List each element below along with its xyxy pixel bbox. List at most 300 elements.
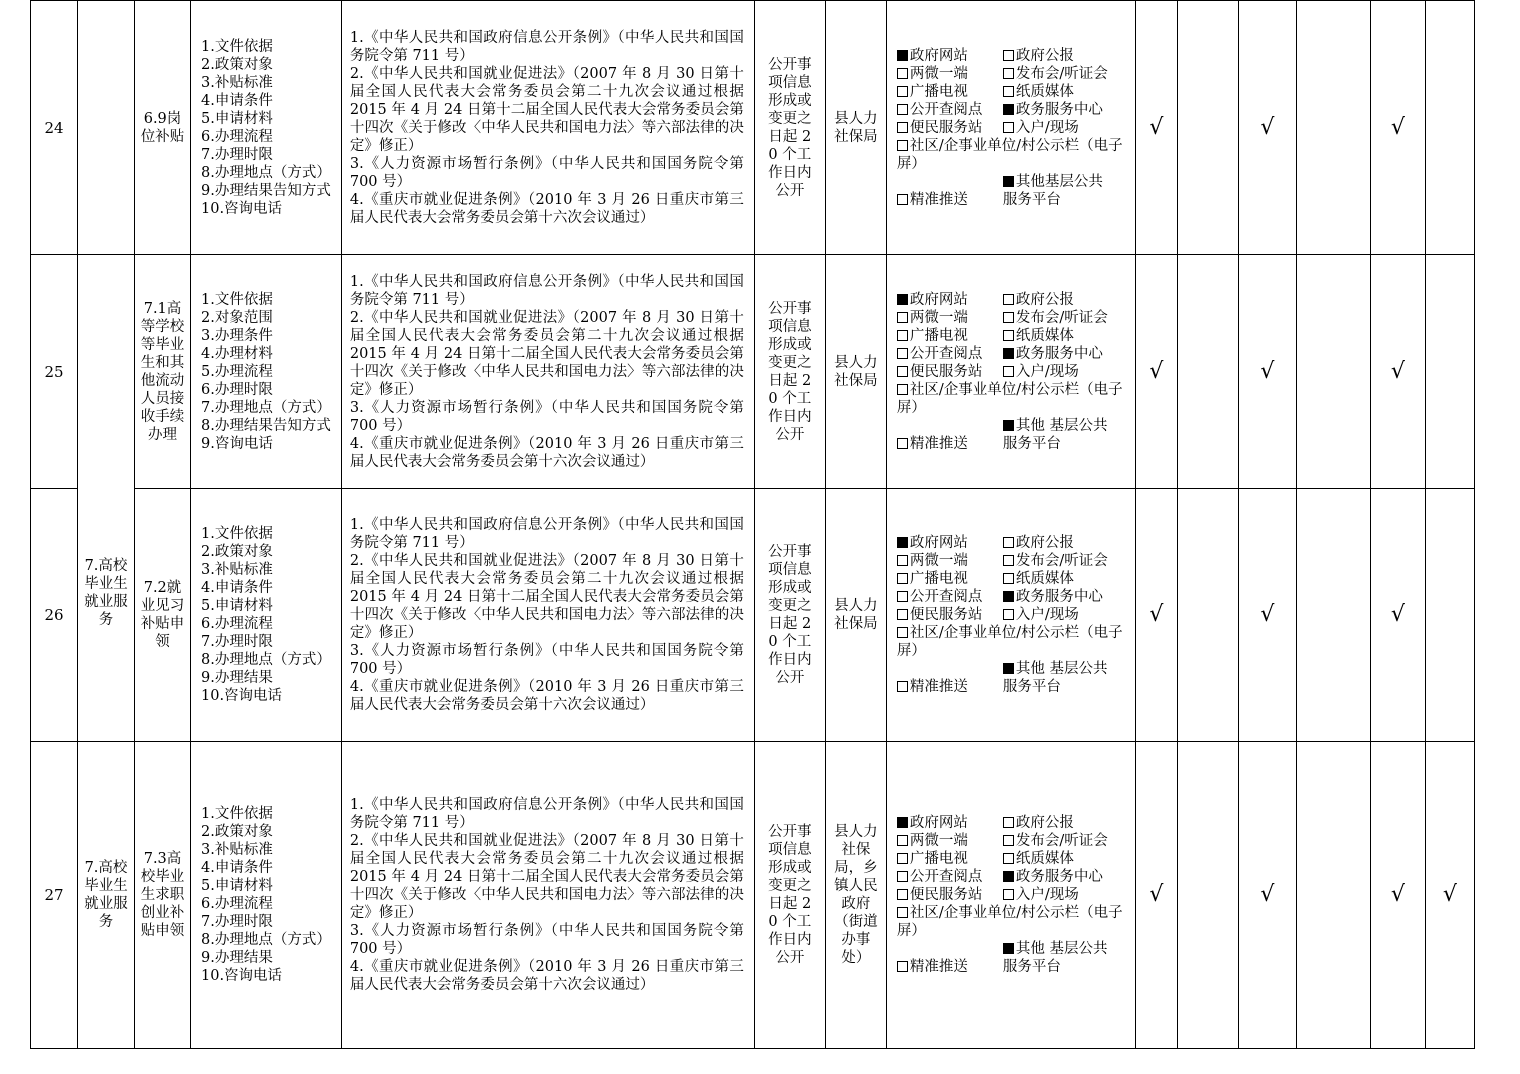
channel-option: [1003, 606, 1109, 624]
check-mark-cell: [1296, 489, 1370, 742]
disclosure-content-cell: [191, 489, 342, 742]
content-item: 7.办理时限: [201, 634, 273, 650]
disclosure-timing: 公开事项信息形成或变更之日起 20 个工作日内公开: [768, 300, 812, 443]
unchecked-box-icon: [1003, 330, 1014, 341]
channel-row: [897, 832, 1127, 850]
unchecked-box-icon: [897, 591, 908, 602]
channel-option: [897, 534, 1003, 552]
unchecked-box-icon: [1003, 573, 1014, 584]
channel-label: 社区/企事业单位/村公示栏（电子屏）: [896, 905, 1123, 939]
main-category-cell: [78, 255, 135, 742]
sub-item-label: 7.3高校毕业生求职创业补贴申领: [140, 851, 185, 939]
unchecked-box-icon: [897, 609, 908, 620]
unchecked-box-icon: [1003, 853, 1014, 864]
unchecked-box-icon: [897, 366, 908, 377]
legal-basis-item: 4.《重庆市就业促进条例》（2010 年 3 月 26 日重庆市第三届人民代表大会常务委员会第十六次会议通过）: [349, 679, 744, 713]
channel-option: [897, 588, 1003, 606]
channel-label: 两微一端: [909, 65, 968, 82]
disclosure-subject-cell: [825, 1, 886, 255]
content-item: 10.咨询电话: [201, 200, 283, 217]
channel-row: [897, 83, 1127, 101]
legal-basis-item: 3.《人力资源市场暂行条例》（中华人民共和国国务院令第 700 号）: [349, 643, 744, 677]
unchecked-box-icon: [1003, 86, 1014, 97]
legal-basis-item: 2.《中华人民共和国就业促进法》（2007 年 8 月 30 日第十届全国人民代表大会常务委员会第二十九次会议通过根据 2015 年 4 月 24 日第十二届全国人民代表大会常务委员会第十四次《关于修改〈中华人民共和国电力法〉等六部法律的决定》修正）: [349, 65, 744, 154]
channel-option: [897, 65, 1003, 83]
unchecked-box-icon: [897, 348, 908, 359]
disclosure-channels-cell: [886, 1, 1135, 255]
channel-label: 政府网站: [909, 47, 968, 64]
unchecked-box-icon: [897, 681, 908, 692]
content-item: 7.办理地点（方式）: [201, 399, 331, 416]
channel-label: 公开查阅点: [909, 345, 983, 362]
unchecked-box-icon: [897, 194, 908, 205]
channel-row: [897, 570, 1127, 588]
channel-row: [897, 868, 1127, 886]
channel-row: [897, 606, 1127, 624]
check-mark-cell: √: [1370, 742, 1425, 1049]
channel-option: [1003, 814, 1109, 832]
channel-row: [897, 850, 1127, 868]
main-category-cell: [78, 742, 135, 1049]
unchecked-box-icon: [1003, 835, 1014, 846]
content-item: 4.申请条件: [201, 580, 273, 596]
channel-row: [897, 345, 1127, 363]
channel-label: 入户/现场: [1015, 119, 1079, 136]
legal-basis-cell: [341, 1, 754, 255]
channel-option: [1003, 552, 1109, 570]
content-item: 3.补贴标准: [201, 842, 273, 858]
channel-label: 公开查阅点: [909, 101, 983, 118]
channel-label: 政府公报: [1015, 535, 1074, 551]
sub-item-label: 6.9岗位补贴: [140, 110, 185, 145]
channel-option: [897, 119, 1003, 137]
content-item: 8.办理地点（方式）: [201, 652, 331, 668]
check-mark-cell: √: [1370, 1, 1425, 255]
table-row: [31, 255, 1475, 489]
channel-row: [897, 101, 1127, 119]
unchecked-box-icon: [897, 86, 908, 97]
check-mark-cell: [1425, 1, 1474, 255]
disclosure-channels-cell: [886, 742, 1135, 1049]
legal-basis-item: 2.《中华人民共和国就业促进法》（2007 年 8 月 30 日第十届全国人民代表大会常务委员会第二十九次会议通过根据 2015 年 4 月 24 日第十二届全国人民代表大会常务委员会第十四次《关于修改〈中华人民共和国电力法〉等六部法律的决定》修正）: [349, 833, 744, 921]
channel-label: 其他 基层公共服务平台: [1002, 417, 1108, 452]
channel-label: 广播电视: [909, 851, 968, 867]
sub-item-cell: [135, 255, 191, 489]
channel-label: 政府网站: [909, 291, 968, 308]
check-mark-cell: √: [1238, 255, 1296, 489]
unchecked-box-icon: [897, 907, 908, 918]
content-item: 4.申请条件: [201, 860, 273, 876]
channel-option: [897, 138, 1123, 172]
disclosure-content-cell: [191, 1, 342, 255]
legal-basis-item: 1.《中华人民共和国政府信息公开条例》（中华人民共和国国务院令第 711 号）: [349, 517, 744, 551]
unchecked-box-icon: [897, 961, 908, 972]
channel-label: 便民服务站: [909, 607, 983, 623]
channel-option: [1003, 101, 1109, 119]
disclosure-subject: 县人力社保局，乡镇人民政府（街道办事处）: [834, 824, 878, 966]
channel-option: [1003, 83, 1109, 101]
check-mark-cell: [1425, 489, 1474, 742]
unchecked-box-icon: [1003, 537, 1014, 548]
channel-option: [897, 291, 1003, 309]
channel-option: [897, 382, 1123, 416]
content-item: 6.办理时限: [201, 381, 273, 398]
content-item: 1.文件依据: [201, 806, 273, 822]
unchecked-box-icon: [1003, 555, 1014, 566]
checked-box-icon: [1003, 420, 1014, 431]
channel-label: 纸质媒体: [1015, 83, 1074, 100]
unchecked-box-icon: [897, 555, 908, 566]
channel-option: [1003, 570, 1109, 588]
channel-option: [897, 309, 1003, 327]
check-mark-cell: √: [1370, 255, 1425, 489]
legal-basis-item: 1.《中华人民共和国政府信息公开条例》（中华人民共和国国务院令第 711 号）: [349, 29, 744, 64]
channel-label: 精准推送: [909, 959, 968, 975]
channel-label: 政务服务中心: [1015, 345, 1103, 362]
checked-box-icon: [1003, 591, 1014, 602]
channel-row: [897, 173, 1127, 209]
sub-item-label: 7.2就业见习补贴申领: [140, 580, 185, 650]
check-mark-cell: √: [1425, 742, 1474, 1049]
channel-option: [897, 868, 1003, 886]
unchecked-box-icon: [897, 312, 908, 323]
channel-label: 两微一端: [909, 553, 968, 569]
channel-option: [897, 850, 1003, 868]
channel-option: [1003, 832, 1109, 850]
content-item: 9.咨询电话: [201, 435, 273, 452]
channel-label: 便民服务站: [909, 363, 983, 380]
channel-option: [897, 83, 1003, 101]
channel-label: 其他 基层公共服务平台: [1002, 661, 1108, 695]
channel-row: [897, 381, 1127, 417]
legal-basis-item: 1.《中华人民共和国政府信息公开条例》（中华人民共和国国务院令第 711 号）: [349, 273, 744, 308]
table-row: [31, 489, 1475, 742]
checked-box-icon: [1003, 871, 1014, 882]
channel-row: [897, 660, 1127, 696]
check-mark-cell: [1425, 255, 1474, 489]
channel-row: [897, 814, 1127, 832]
disclosure-timing: 公开事项信息形成或变更之日起 20 个工作日内公开: [768, 56, 812, 199]
channel-option: [1003, 588, 1109, 606]
legal-basis-item: 2.《中华人民共和国就业促进法》（2007 年 8 月 30 日第十届全国人民代表大会常务委员会第二十九次会议通过根据 2015 年 4 月 24 日第十二届全国人民代表大会常务委员会第十四次《关于修改〈中华人民共和国电力法〉等六部法律的决定》修正）: [349, 309, 744, 398]
channel-option: [1003, 940, 1109, 976]
unchecked-box-icon: [897, 122, 908, 133]
channel-option: [897, 327, 1003, 345]
row-number: 24: [31, 1, 78, 255]
disclosure-subject-cell: [825, 255, 886, 489]
channel-label: 发布会/听证会: [1015, 833, 1108, 849]
content-item: 5.申请材料: [201, 598, 273, 614]
check-mark-cell: √: [1135, 1, 1177, 255]
disclosure-timing-cell: [754, 255, 825, 489]
channel-row: [897, 137, 1127, 173]
channel-label: 政府公报: [1015, 815, 1074, 831]
channel-option: [897, 101, 1003, 119]
content-item: 7.办理时限: [201, 914, 273, 930]
sub-item-cell: [135, 742, 191, 1049]
check-mark-cell: √: [1370, 489, 1425, 742]
unchecked-box-icon: [897, 104, 908, 115]
channel-label: 纸质媒体: [1015, 851, 1074, 867]
content-item: 5.办理流程: [201, 363, 273, 380]
channel-option: [1003, 327, 1109, 345]
content-item: 6.办理流程: [201, 128, 273, 145]
channel-option: [1003, 417, 1109, 453]
checked-box-icon: [897, 817, 908, 828]
legal-basis-cell: [341, 255, 754, 489]
channel-row: [897, 417, 1127, 453]
channel-label: 入户/现场: [1015, 363, 1079, 380]
unchecked-box-icon: [897, 438, 908, 449]
channel-row: [897, 534, 1127, 552]
content-item: 9.办理结果: [201, 670, 273, 686]
unchecked-box-icon: [1003, 122, 1014, 133]
disclosure-subject-cell: [825, 489, 886, 742]
sub-item-cell: [135, 489, 191, 742]
legal-basis-item: 3.《人力资源市场暂行条例》（中华人民共和国国务院令第 700 号）: [349, 399, 744, 434]
checked-box-icon: [897, 50, 908, 61]
channel-label: 政府网站: [909, 815, 968, 831]
legal-basis-item: 3.《人力资源市场暂行条例》（中华人民共和国国务院令第 700 号）: [349, 155, 744, 190]
content-item: 9.办理结果告知方式: [201, 182, 331, 199]
main-category-label: 7.高校毕业生就业服务: [84, 558, 128, 628]
channel-option: [897, 958, 1003, 976]
channel-option: [1003, 119, 1109, 137]
channel-label: 政务服务中心: [1015, 101, 1103, 118]
content-item: 4.申请条件: [201, 92, 273, 109]
disclosure-timing-cell: [754, 742, 825, 1049]
disclosure-content-cell: [191, 255, 342, 489]
unchecked-box-icon: [1003, 817, 1014, 828]
legal-basis-cell: [341, 742, 754, 1049]
channel-option: [897, 606, 1003, 624]
legal-basis-cell: [341, 489, 754, 742]
disclosure-subject: 县人力社保局: [834, 110, 878, 145]
row-number: 25: [31, 255, 78, 489]
disclosure-table: [30, 0, 1475, 1049]
content-item: 3.补贴标准: [201, 74, 273, 91]
content-item: 8.办理结果告知方式: [201, 417, 331, 434]
disclosure-channels-cell: [886, 255, 1135, 489]
unchecked-box-icon: [1003, 312, 1014, 323]
unchecked-box-icon: [897, 889, 908, 900]
disclosure-timing-cell: [754, 489, 825, 742]
channel-label: 发布会/听证会: [1015, 553, 1108, 569]
content-item: 2.政策对象: [201, 56, 273, 73]
check-mark-cell: [1177, 489, 1238, 742]
content-item: 5.申请材料: [201, 110, 273, 127]
disclosure-timing-cell: [754, 1, 825, 255]
channel-label: 入户/现场: [1015, 887, 1079, 903]
checked-box-icon: [1003, 176, 1014, 187]
channel-row: [897, 47, 1127, 65]
channel-option: [897, 435, 1003, 453]
channel-row: [897, 65, 1127, 83]
checked-box-icon: [897, 537, 908, 548]
legal-basis-item: 4.《重庆市就业促进条例》（2010 年 3 月 26 日重庆市第三届人民代表大会常务委员会第十六次会议通过）: [349, 959, 744, 993]
channel-label: 政府公报: [1015, 291, 1074, 308]
channel-option: [1003, 660, 1109, 696]
main-category-cell: [78, 1, 135, 255]
channel-option: [1003, 47, 1109, 65]
channel-label: 社区/企事业单位/村公示栏（电子屏）: [896, 137, 1123, 172]
channel-label: 入户/现场: [1015, 607, 1079, 623]
channel-option: [1003, 309, 1109, 327]
unchecked-box-icon: [897, 384, 908, 395]
channel-label: 公开查阅点: [909, 869, 983, 885]
channel-row: [897, 291, 1127, 309]
checked-box-icon: [1003, 104, 1014, 115]
content-item: 2.政策对象: [201, 824, 273, 840]
channel-option: [897, 886, 1003, 904]
legal-basis-item: 4.《重庆市就业促进条例》（2010 年 3 月 26 日重庆市第三届人民代表大会常务委员会第十六次会议通过）: [349, 435, 744, 470]
channel-option: [1003, 850, 1109, 868]
disclosure-timing: 公开事项信息形成或变更之日起 20 个工作日内公开: [768, 824, 812, 966]
content-item: 10.咨询电话: [201, 968, 283, 984]
channel-option: [1003, 886, 1109, 904]
channel-option: [1003, 291, 1109, 309]
check-mark-cell: [1296, 255, 1370, 489]
channel-label: 政府网站: [909, 535, 968, 551]
channel-row: [897, 552, 1127, 570]
channel-label: 其他 基层公共服务平台: [1002, 941, 1108, 975]
channel-row: [897, 904, 1127, 940]
channel-label: 广播电视: [909, 83, 968, 100]
check-mark-cell: [1177, 742, 1238, 1049]
channel-row: [897, 119, 1127, 137]
channel-label: 社区/企事业单位/村公示栏（电子屏）: [896, 381, 1123, 416]
disclosure-subject: 县人力社保局: [834, 354, 878, 389]
content-item: 6.办理流程: [201, 896, 273, 912]
checked-box-icon: [1003, 663, 1014, 674]
channel-option: [1003, 345, 1109, 363]
channel-row: [897, 940, 1127, 976]
channel-label: 便民服务站: [909, 887, 983, 903]
sub-item-cell: [135, 1, 191, 255]
content-item: 2.对象范围: [201, 309, 273, 326]
channel-option: [897, 363, 1003, 381]
channel-label: 纸质媒体: [1015, 571, 1074, 587]
content-item: 1.文件依据: [201, 526, 273, 542]
check-mark-cell: [1177, 255, 1238, 489]
unchecked-box-icon: [1003, 609, 1014, 620]
channel-option: [897, 191, 1003, 209]
channel-row: [897, 588, 1127, 606]
channel-row: [897, 624, 1127, 660]
unchecked-box-icon: [1003, 889, 1014, 900]
check-mark-cell: √: [1135, 489, 1177, 742]
unchecked-box-icon: [897, 853, 908, 864]
content-item: 3.补贴标准: [201, 562, 273, 578]
unchecked-box-icon: [897, 140, 908, 151]
channel-option: [1003, 534, 1109, 552]
table-row: [31, 742, 1475, 1049]
check-mark-cell: √: [1135, 255, 1177, 489]
channel-option: [897, 345, 1003, 363]
channel-label: 精准推送: [909, 435, 968, 452]
unchecked-box-icon: [1003, 50, 1014, 61]
sub-item-label: 7.1高等学校等毕业生和其他流动人员接收手续办理: [140, 300, 185, 443]
disclosure-subject-cell: [825, 742, 886, 1049]
check-mark-cell: [1296, 1, 1370, 255]
legal-basis-item: 3.《人力资源市场暂行条例》（中华人民共和国国务院令第 700 号）: [349, 923, 744, 957]
unchecked-box-icon: [897, 68, 908, 79]
unchecked-box-icon: [1003, 294, 1014, 305]
channel-label: 两微一端: [909, 309, 968, 326]
content-item: 4.办理材料: [201, 345, 273, 362]
content-item: 10.咨询电话: [201, 688, 283, 704]
channel-option: [897, 552, 1003, 570]
check-mark-cell: √: [1238, 489, 1296, 742]
unchecked-box-icon: [897, 627, 908, 638]
channel-row: [897, 363, 1127, 381]
channel-label: 纸质媒体: [1015, 327, 1074, 344]
channel-option: [897, 47, 1003, 65]
table-row: [31, 1, 1475, 255]
channel-label: 政府公报: [1015, 47, 1074, 64]
channel-label: 政务服务中心: [1015, 589, 1103, 605]
disclosure-content-cell: [191, 742, 342, 1049]
content-item: 6.办理流程: [201, 616, 273, 632]
unchecked-box-icon: [897, 871, 908, 882]
channel-option: [1003, 363, 1109, 381]
content-item: 5.申请材料: [201, 878, 273, 894]
content-item: 8.办理地点（方式）: [201, 932, 331, 948]
channel-option: [897, 678, 1003, 696]
unchecked-box-icon: [897, 330, 908, 341]
disclosure-subject: 县人力社保局: [834, 598, 878, 632]
channel-option: [897, 832, 1003, 850]
legal-basis-item: 2.《中华人民共和国就业促进法》（2007 年 8 月 30 日第十届全国人民代表大会常务委员会第二十九次会议通过根据 2015 年 4 月 24 日第十二届全国人民代表大会常务委员会第十四次《关于修改〈中华人民共和国电力法〉等六部法律的决定》修正）: [349, 553, 744, 641]
check-mark-cell: √: [1238, 1, 1296, 255]
channel-label: 公开查阅点: [909, 589, 983, 605]
disclosure-timing: 公开事项信息形成或变更之日起 20 个工作日内公开: [768, 544, 812, 686]
channel-label: 广播电视: [909, 327, 968, 344]
row-number: 27: [31, 742, 78, 1049]
channel-option: [897, 905, 1123, 939]
unchecked-box-icon: [897, 573, 908, 584]
channel-row: [897, 886, 1127, 904]
channel-label: 发布会/听证会: [1015, 309, 1108, 326]
checked-box-icon: [1003, 943, 1014, 954]
row-number: 26: [31, 489, 78, 742]
channel-label: 政务服务中心: [1015, 869, 1103, 885]
legal-basis-item: 4.《重庆市就业促进条例》（2010 年 3 月 26 日重庆市第三届人民代表大会常务委员会第十六次会议通过）: [349, 191, 744, 226]
unchecked-box-icon: [1003, 366, 1014, 377]
channel-label: 广播电视: [909, 571, 968, 587]
content-item: 2.政策对象: [201, 544, 273, 560]
disclosure-channels-cell: [886, 489, 1135, 742]
channel-label: 其他基层公共服务平台: [1002, 173, 1103, 208]
channel-label: 精准推送: [909, 191, 968, 208]
channel-option: [897, 625, 1123, 659]
channel-option: [1003, 173, 1109, 209]
channel-label: 两微一端: [909, 833, 968, 849]
check-mark-cell: √: [1135, 742, 1177, 1049]
channel-row: [897, 309, 1127, 327]
channel-option: [897, 570, 1003, 588]
channel-label: 社区/企事业单位/村公示栏（电子屏）: [896, 625, 1123, 659]
content-item: 3.办理条件: [201, 327, 273, 344]
content-item: 7.办理时限: [201, 146, 273, 163]
check-mark-cell: √: [1238, 742, 1296, 1049]
channel-row: [897, 327, 1127, 345]
content-item: 1.文件依据: [201, 291, 273, 308]
channel-option: [897, 814, 1003, 832]
unchecked-box-icon: [897, 835, 908, 846]
checked-box-icon: [1003, 348, 1014, 359]
channel-label: 发布会/听证会: [1015, 65, 1108, 82]
